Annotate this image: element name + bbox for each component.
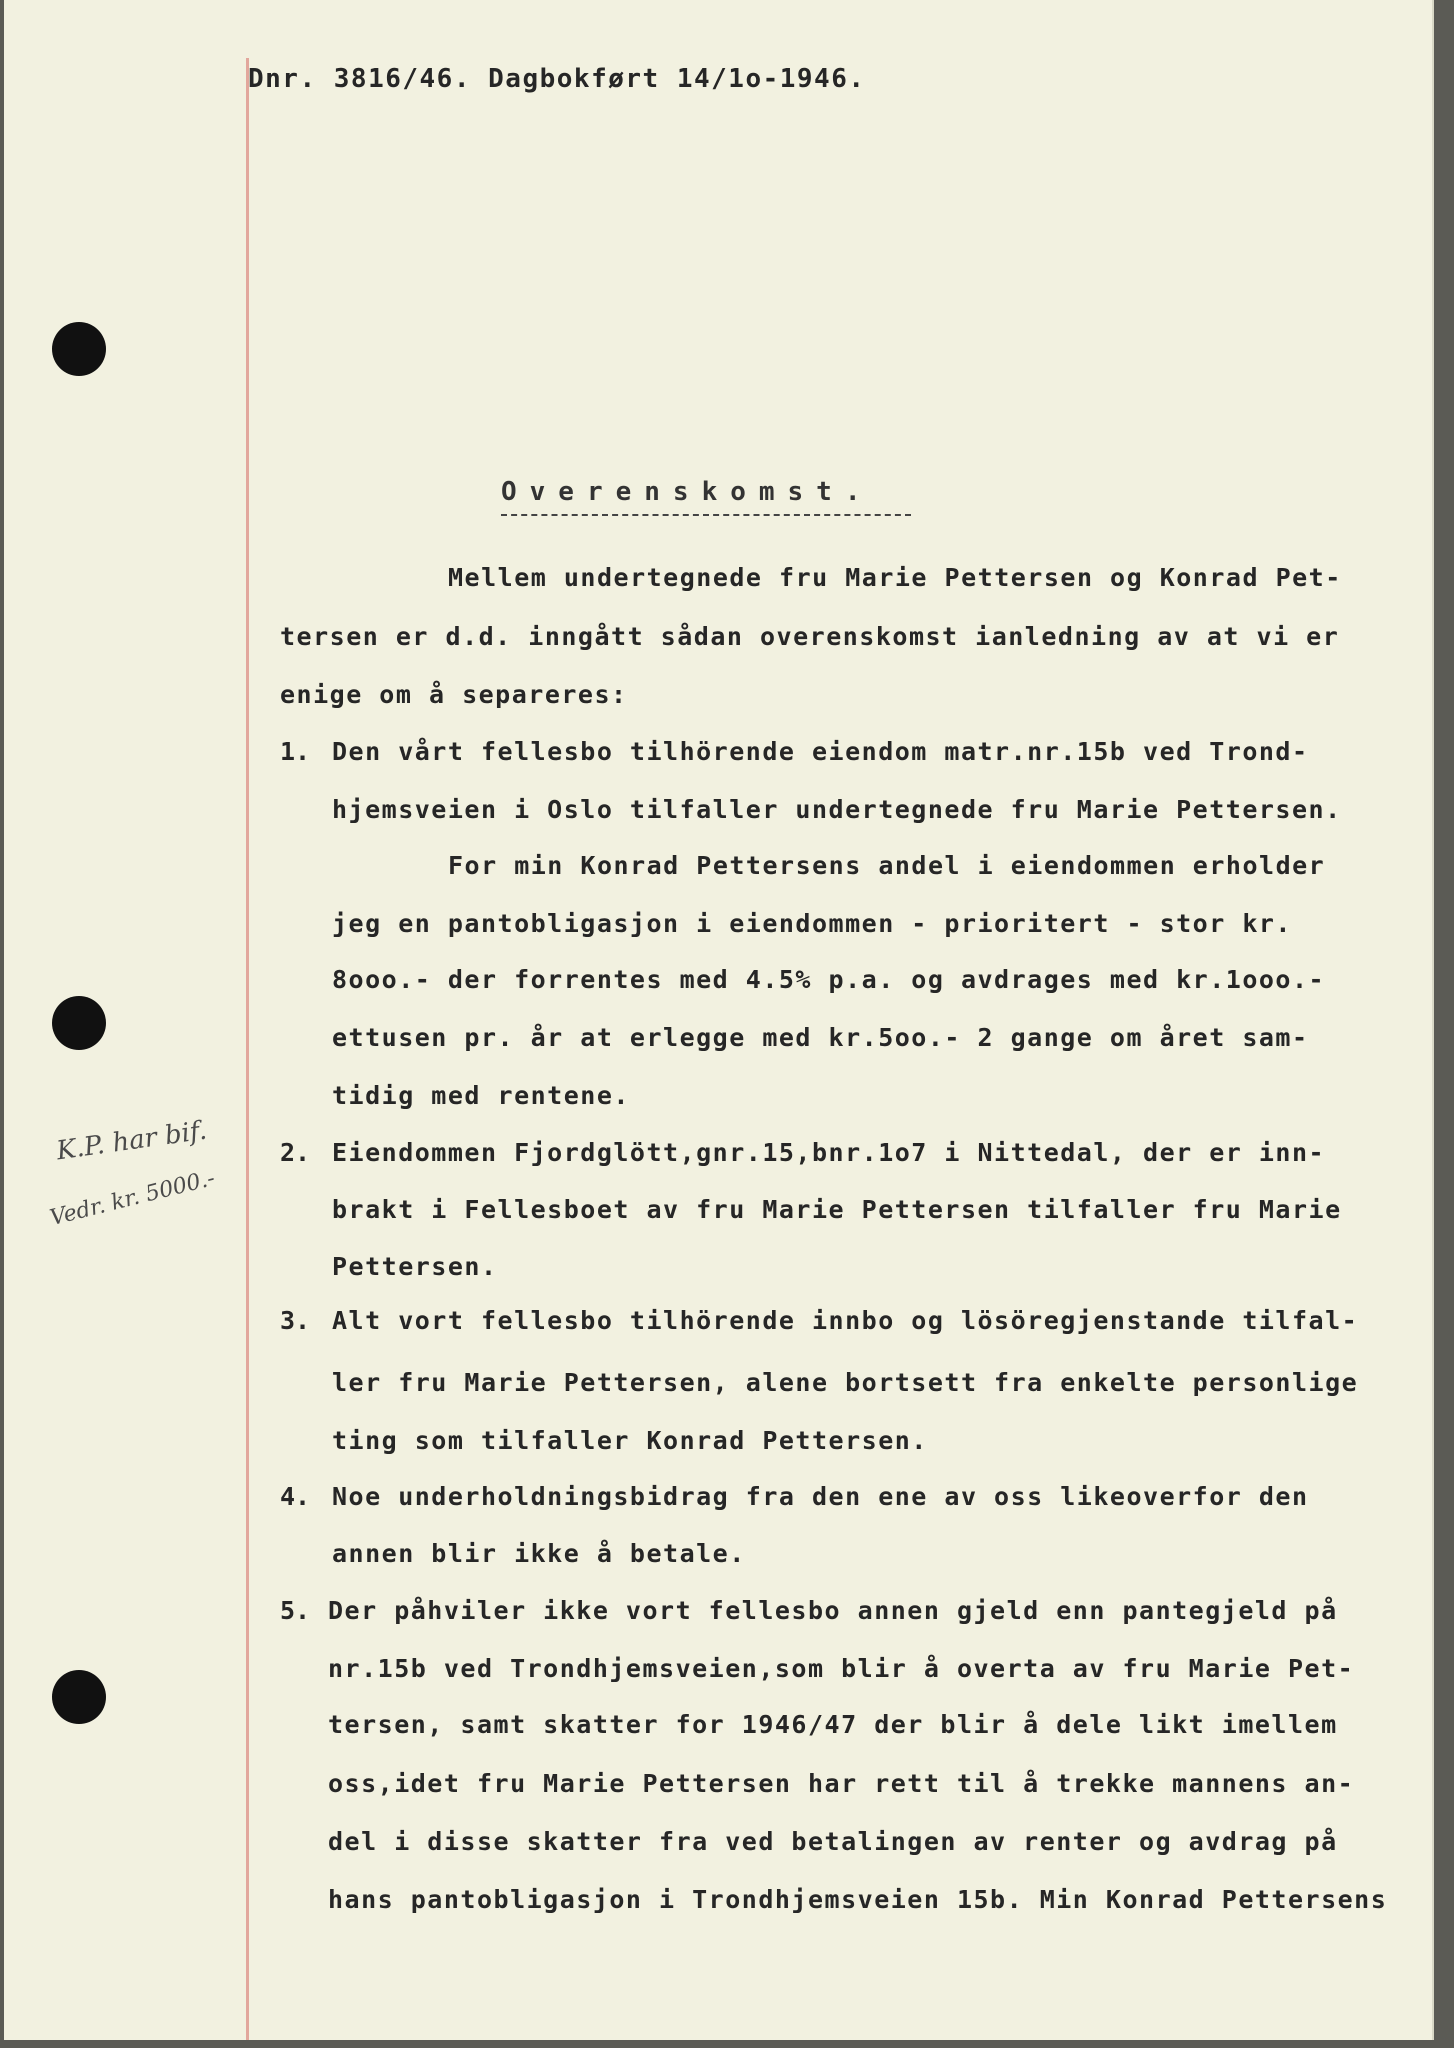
- item-line: jeg en pantobligasjon i eiendommen - prioritert - stor kr.: [332, 909, 1292, 938]
- item-line: Alt vort fellesbo tilhörende innbo og lösöregjenstande tilfal-: [332, 1306, 1359, 1335]
- item-line: hjemsveien i Oslo tilfaller undertegnede fru Marie Pettersen.: [332, 795, 1342, 824]
- item-number: 2.: [280, 1138, 311, 1167]
- item-line: ting som tilfaller Konrad Pettersen.: [332, 1426, 928, 1455]
- item-line: oss,idet fru Marie Pettersen har rett til å trekke mannens an-: [328, 1769, 1355, 1798]
- title-underline: [501, 514, 911, 516]
- item-line: ettusen pr. år at erlegge med kr.5oo.- 2 gange om året sam-: [332, 1023, 1309, 1052]
- item-number: 3.: [280, 1306, 311, 1335]
- intro-line: Mellem undertegnede fru Marie Pettersen og Konrad Pet-: [448, 563, 1342, 592]
- margin-rule: [246, 58, 249, 2040]
- margin-note: K.P. har bif.: [54, 1115, 209, 1167]
- item-line: hans pantobligasjon i Trondhjemsveien 15b. Min Konrad Pettersens: [328, 1885, 1388, 1914]
- item-line: tidig med rentene.: [332, 1081, 630, 1110]
- item-line: Der påhviler ikke vort fellesbo annen gjeld enn pantegjeld på: [328, 1596, 1338, 1625]
- intro-line: tersen er d.d. inngått sådan overenskomst ianledning av at vi er: [280, 622, 1340, 651]
- document-title: Overenskomst.: [501, 477, 874, 507]
- item-line: 8ooo.- der forrentes med 4.5% p.a. og avdrages med kr.1ooo.-: [332, 965, 1326, 994]
- document-page: [4, 0, 1434, 2040]
- item-line: Eiendommen Fjordglött,gnr.15,bnr.1o7 i Nittedal, der er inn-: [332, 1138, 1326, 1167]
- item-line: ler fru Marie Pettersen, alene bortsett fra enkelte personlige: [332, 1368, 1359, 1397]
- item-line: For min Konrad Pettersens andel i eiendommen erholder: [448, 851, 1326, 880]
- item-line: Pettersen.: [332, 1252, 498, 1281]
- item-line: brakt i Fellesboet av fru Marie Pettersen tilfaller fru Marie: [332, 1195, 1342, 1224]
- item-number: 1.: [280, 737, 311, 766]
- punch-hole: [52, 1670, 106, 1724]
- margin-note: Vedr. kr. 5000.-: [47, 1165, 218, 1232]
- item-line: Den vårt fellesbo tilhörende eiendom matr.nr.15b ved Trond-: [332, 737, 1309, 766]
- item-line: tersen, samt skatter for 1946/47 der blir å dele likt imellem: [328, 1710, 1338, 1739]
- intro-line: enige om å separeres:: [280, 680, 628, 709]
- item-line: annen blir ikke å betale.: [332, 1539, 746, 1568]
- item-line: Noe underholdningsbidrag fra den ene av oss likeoverfor den: [332, 1482, 1309, 1511]
- punch-hole: [52, 996, 106, 1050]
- punch-hole: [52, 322, 106, 376]
- item-line: nr.15b ved Trondhjemsveien,som blir å overta av fru Marie Pet-: [328, 1654, 1355, 1683]
- item-line: del i disse skatter fra ved betalingen av renter og avdrag på: [328, 1827, 1338, 1856]
- item-number: 4.: [280, 1482, 311, 1511]
- item-number: 5.: [280, 1596, 311, 1625]
- header-line: Dnr. 3816/46. Dagbokført 14/1o-1946.: [248, 64, 866, 94]
